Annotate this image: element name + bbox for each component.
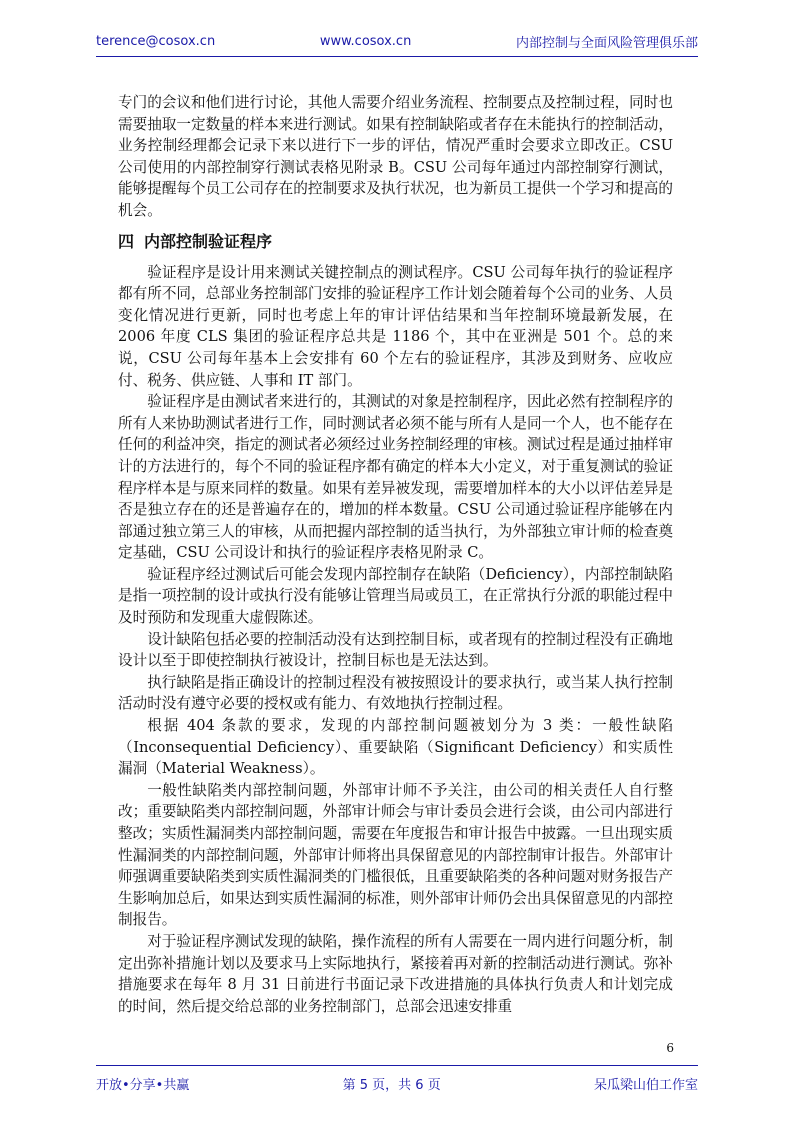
section-number: 四 — [118, 231, 135, 251]
paragraph-continued: 专门的会议和他们进行讨论，其他人需要介绍业务流程、控制要点及控制过程，同时也需要抽取一定数量的样本来进行测试。如果有控制缺陷或者存在未能执行的控制活动，业务控制经理都会记录下来以进行下一步的评估，情况严重时会要求立即改正。CSU 公司使用的内部控制穿行测试表格见附录 B。CSU 公司每年通过内部控制穿行测试，能够提醒每个员工公司存在的控制要求及执行状况，也为新员工提供一个学习和提高的机会。 — [118, 94, 673, 219]
paragraph: 一般性缺陷类内部控制问题，外部审计师不予关注，由公司的相关责任人自行整改；重要缺陷类内部控制问题，外部审计师会与审计委员会进行会谈，由公司内部进行整改；实质性漏洞类内部控制问题，需要在年度报告和审计报告中披露。一旦出现实质性漏洞类的内部控制问题，外部审计师将出具保留意见的内部控制审计报告。外部审计师强调重要缺陷类到实质性漏洞类的门槛很低，且重要缺陷类的各种问题对财务报告产生影响加总后，如果达到实质性漏洞的标准，则外部审计师仍会出具保留意见的内部控制报告。 — [118, 781, 673, 929]
page-number: 6 — [666, 1041, 674, 1055]
header-divider — [96, 56, 698, 57]
page-header — [96, 30, 698, 52]
footer-page-info: 第 5 页，共 6 页 — [342, 1077, 441, 1093]
paragraph: 根据 404 条款的要求，发现的内部控制问题被划分为 3 类：一般性缺陷（Inconsequential Deficiency）、重要缺陷（Significant Deficiency）和实质性漏洞（Material Weakness）。 — [118, 717, 673, 778]
header-email[interactable]: terence@cosox.cn — [96, 33, 216, 49]
paragraph: 验证程序经过测试后可能会发现内部控制存在缺陷（Deficiency），内部控制缺陷是指一项控制的设计或执行没有能够让管理当局或员工，在正常执行分派的职能过程中及时预防和发现重大虚假陈述。 — [118, 565, 673, 627]
paragraph: 执行缺陷是指正确设计的控制过程没有被按照设计的要求执行，或当某人执行控制活动时没有遵守必要的授权或有能力、有效地执行控制过程。 — [118, 673, 673, 713]
section-heading — [118, 231, 673, 253]
document-body — [118, 92, 673, 1017]
footer-studio: 呆瓜梁山伯工作室 — [593, 1077, 698, 1093]
paragraph: 设计缺陷包括必要的控制活动没有达到控制目标，或者现有的控制过程没有正确地设计以至于即使控制执行被设计，控制目标也是无法达到。 — [118, 630, 673, 670]
paragraph: 对于验证程序测试发现的缺陷，操作流程的所有人需要在一周内进行问题分析，制定出弥补措施计划以及要求马上实际地执行，紧接着再对新的控制活动进行测试。弥补措施要求在每年 8 月 31 日前进行书面记录下改进措施的具体执行负责人和计划完成的时间，然后提交给总部的业务控制部门，总部会迅速安排重 — [118, 932, 673, 1015]
footer-divider — [96, 1065, 698, 1066]
header-website[interactable]: www.cosox.cn — [319, 33, 412, 49]
footer-slogan: 开放•分享•共赢 — [96, 1077, 190, 1093]
header-club-name: 内部控制与全面风险管理俱乐部 — [515, 35, 698, 51]
paragraph: 验证程序是设计用来测试关键控制点的测试程序。CSU 公司每年执行的验证程序都有所不同，总部业务控制部门安排的验证程序工作计划会随着每个公司的业务、人员变化情况进行更新，同时也考虑上年的审计评估结果和当年控制环境最新发展，在 2006 年度 CLS 集团的验证程序总共是 1186 个，其中在亚洲是 501 个。总的来说，CSU 公司每年基本上会安排有 60 个左右的验证程序，其涉及到财务、应收应付、税务、供应链、人事和 IT 部门。 — [118, 263, 673, 389]
page-footer — [96, 1073, 698, 1093]
section-title: 内部控制验证程序 — [144, 231, 273, 251]
paragraph: 验证程序是由测试者来进行的，其测试的对象是控制程序，因此必然有控制程序的所有人来协助测试者进行工作，同时测试者必须不能与所有人是同一个人，也不能存在任何的利益冲突，指定的测试者必须经过业务控制经理的审核。测试过程是通过抽样审计的方法进行的，每个不同的验证程序都有确定的样本大小定义，对于重复测试的验证程序样本是与原来同样的数量。如果有差异被发现，需要增加样本的大小以评估差异是否是独立存在的还是普遍存在的，增加的样本数量。CSU 公司通过验证程序能够在内部通过独立第三人的审核，从而把握内部控制的适当执行，为外部独立审计师的检查奠定基础，CSU 公司设计和执行的验证程序表格见附录 C。 — [118, 393, 673, 562]
